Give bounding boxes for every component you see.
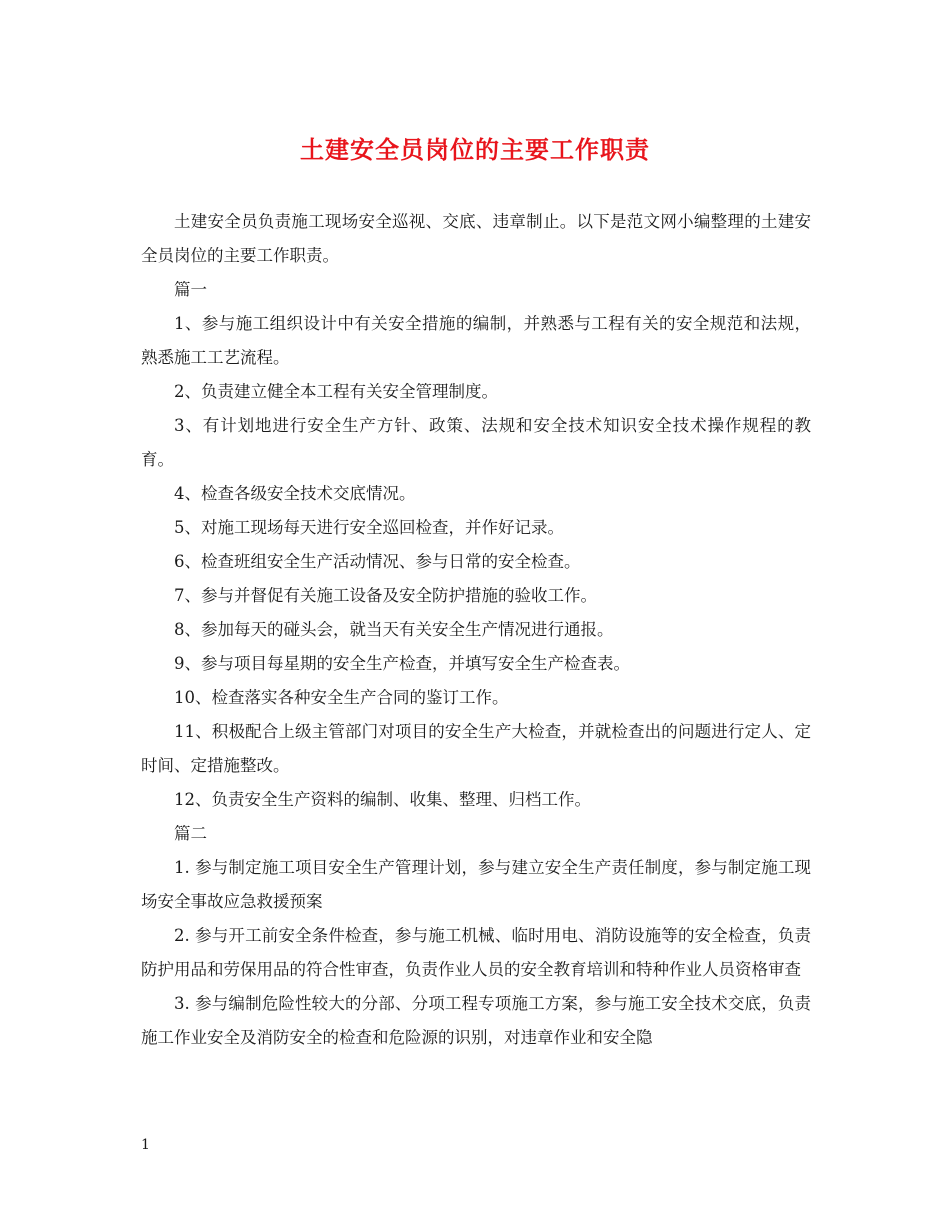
- paragraph: 8、参加每天的碰头会，就当天有关安全生产情况进行通报。: [174, 620, 614, 639]
- page-number: 1: [141, 1137, 150, 1153]
- paragraph: 篇二: [174, 824, 207, 843]
- paragraph: 1、参与施工组织设计中有关安全措施的编制，并熟悉与工程有关的安全规范和法规，熟悉施工工艺流程。: [141, 314, 811, 367]
- paragraph: 9、参与项目每星期的安全生产检查，并填写安全生产检查表。: [174, 654, 630, 673]
- paragraph: 11、积极配合上级主管部门对项目的安全生产大检查，并就检查出的问题进行定人、定时间、定措施整改。: [141, 722, 811, 775]
- document-body: [141, 205, 811, 1055]
- paragraph: 7、参与并督促有关施工设备及安全防护措施的验收工作。: [174, 586, 597, 605]
- paragraph: 5、对施工现场每天进行安全巡回检查，并作好记录。: [174, 518, 564, 537]
- paragraph: 篇一: [174, 280, 207, 299]
- paragraph: 6、检查班组安全生产活动情况、参与日常的安全检查。: [174, 552, 581, 571]
- document-title: 土建安全员岗位的主要工作职责: [300, 135, 650, 164]
- paragraph: 3. 参与编制危险性较大的分部、分项工程专项施工方案，参与施工安全技术交底，负责施工作业安全及消防安全的检查和危险源的识别，对违章作业和安全隐: [141, 994, 811, 1047]
- paragraph: 2、负责建立健全本工程有关安全管理制度。: [174, 382, 498, 401]
- paragraph: 土建安全员负责施工现场安全巡视、交底、违章制止。以下是范文网小编整理的土建安全员岗位的主要工作职责。: [141, 212, 811, 265]
- paragraph: 3、有计划地进行安全生产方针、政策、法规和安全技术知识安全技术操作规程的教育。: [141, 416, 811, 469]
- paragraph: 1. 参与制定施工项目安全生产管理计划，参与建立安全生产责任制度，参与制定施工现场安全事故应急救援预案: [141, 858, 811, 911]
- paragraph: 2. 参与开工前安全条件检查，参与施工机械、临时用电、消防设施等的安全检查，负责防护用品和劳保用品的符合性审查，负责作业人员的安全教育培训和特种作业人员资格审查: [141, 926, 811, 979]
- paragraph: 12、负责安全生产资料的编制、收集、整理、归档工作。: [174, 790, 591, 809]
- paragraph: 4、检查各级安全技术交底情况。: [174, 484, 416, 503]
- paragraph: 10、检查落实各种安全生产合同的鉴订工作。: [174, 688, 509, 707]
